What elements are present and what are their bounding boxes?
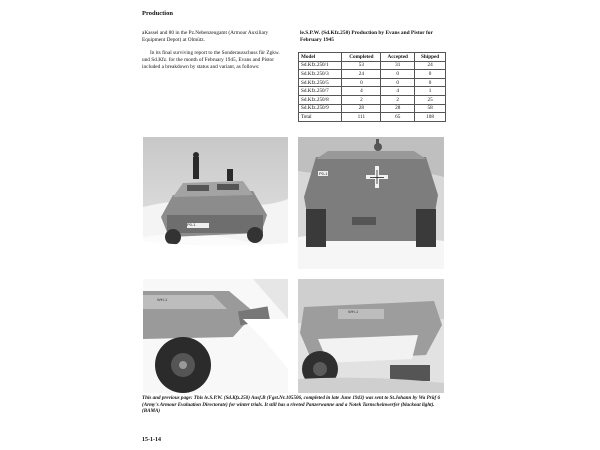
cell: Sd.Kfz.250/9 [299, 104, 342, 113]
cell: 4 [342, 87, 381, 96]
table-row [299, 70, 446, 79]
cell: 111 [342, 113, 381, 122]
cell: Sd.Kfz.250/7 [299, 87, 342, 96]
cell: 31 [381, 61, 415, 70]
cell: Sd.Kfz.250/8 [299, 95, 342, 104]
col-header: Completed [342, 53, 381, 62]
cell: 0 [381, 70, 415, 79]
table-row [299, 104, 446, 113]
production-table [298, 52, 446, 122]
cell: 4 [381, 87, 415, 96]
table-total-row [299, 113, 446, 122]
cell: 2 [381, 95, 415, 104]
table-row [299, 78, 446, 87]
table-row [299, 87, 446, 96]
cell: Sd.Kfz.250/3 [299, 70, 342, 79]
vehicle-plate: WH-1 [348, 309, 359, 314]
cell: 0 [342, 78, 381, 87]
vehicle-plate: WH-1 [157, 297, 168, 302]
cell: 24 [415, 61, 446, 70]
table-row [299, 95, 446, 104]
paragraph-2: In its final surviving report to the Sonderausschuss für Zgkw. und Sd.Kfz. for the month of February 1945, Evans and Pistor included a breakdown by status and variant, as follows: [142, 50, 280, 70]
cell: 58 [415, 104, 446, 113]
table-header-row [299, 53, 446, 62]
page-number: 15-1-14 [142, 437, 161, 443]
table-title: le.S.P.W. (Sd.Kfz.250) Production by Evans and Pistor for February 1945 [300, 30, 433, 43]
paragraph-1: aKassel and 80 in the Pz.Nebenzeugamt (Armour Auxiliary Equipment Depot) at Olmütz. [142, 30, 269, 43]
cell: 0 [381, 78, 415, 87]
col-header: Model [299, 53, 342, 62]
vehicle-plate: P0-1 [187, 222, 196, 227]
photo-detail-wheel [143, 279, 288, 393]
cell: 53 [342, 61, 381, 70]
cell: 108 [415, 113, 446, 122]
col-header: Shipped [415, 53, 446, 62]
cell: 28 [381, 104, 415, 113]
photo-detail-hull [298, 279, 444, 393]
cell: 1 [415, 87, 446, 96]
cell: 0 [415, 70, 446, 79]
photo-rear-snow [298, 137, 444, 269]
cell: 0 [415, 78, 446, 87]
cell: 2 [342, 95, 381, 104]
cell: 28 [342, 104, 381, 113]
cell: 65 [381, 113, 415, 122]
cell: Total [299, 113, 342, 122]
photo-caption: This and previous page: This le.S.P.W. (Sd.Kfz.250) Ausf.B (Fgst.Nr.105506, completed in late June 1943) was sent to St.Johann by Wa Prüf 6 (Army's Armour Evaluation Directorate) for winter trials. It still has a riveted Panzerwanne and a Notek Tarnscheinwerfer (blackout light). (BAMA) [142, 395, 441, 415]
section-header: Production [142, 10, 173, 17]
cell: 24 [342, 70, 381, 79]
photo-front-snow [143, 137, 288, 269]
table-row [299, 61, 446, 70]
col-header: Accepted [381, 53, 415, 62]
vehicle-plate: P0-1 [319, 171, 328, 176]
cell: 25 [415, 95, 446, 104]
left-column-text [142, 30, 282, 77]
cell: Sd.Kfz.250/1 [299, 61, 342, 70]
cell: Sd.Kfz.250/5 [299, 78, 342, 87]
